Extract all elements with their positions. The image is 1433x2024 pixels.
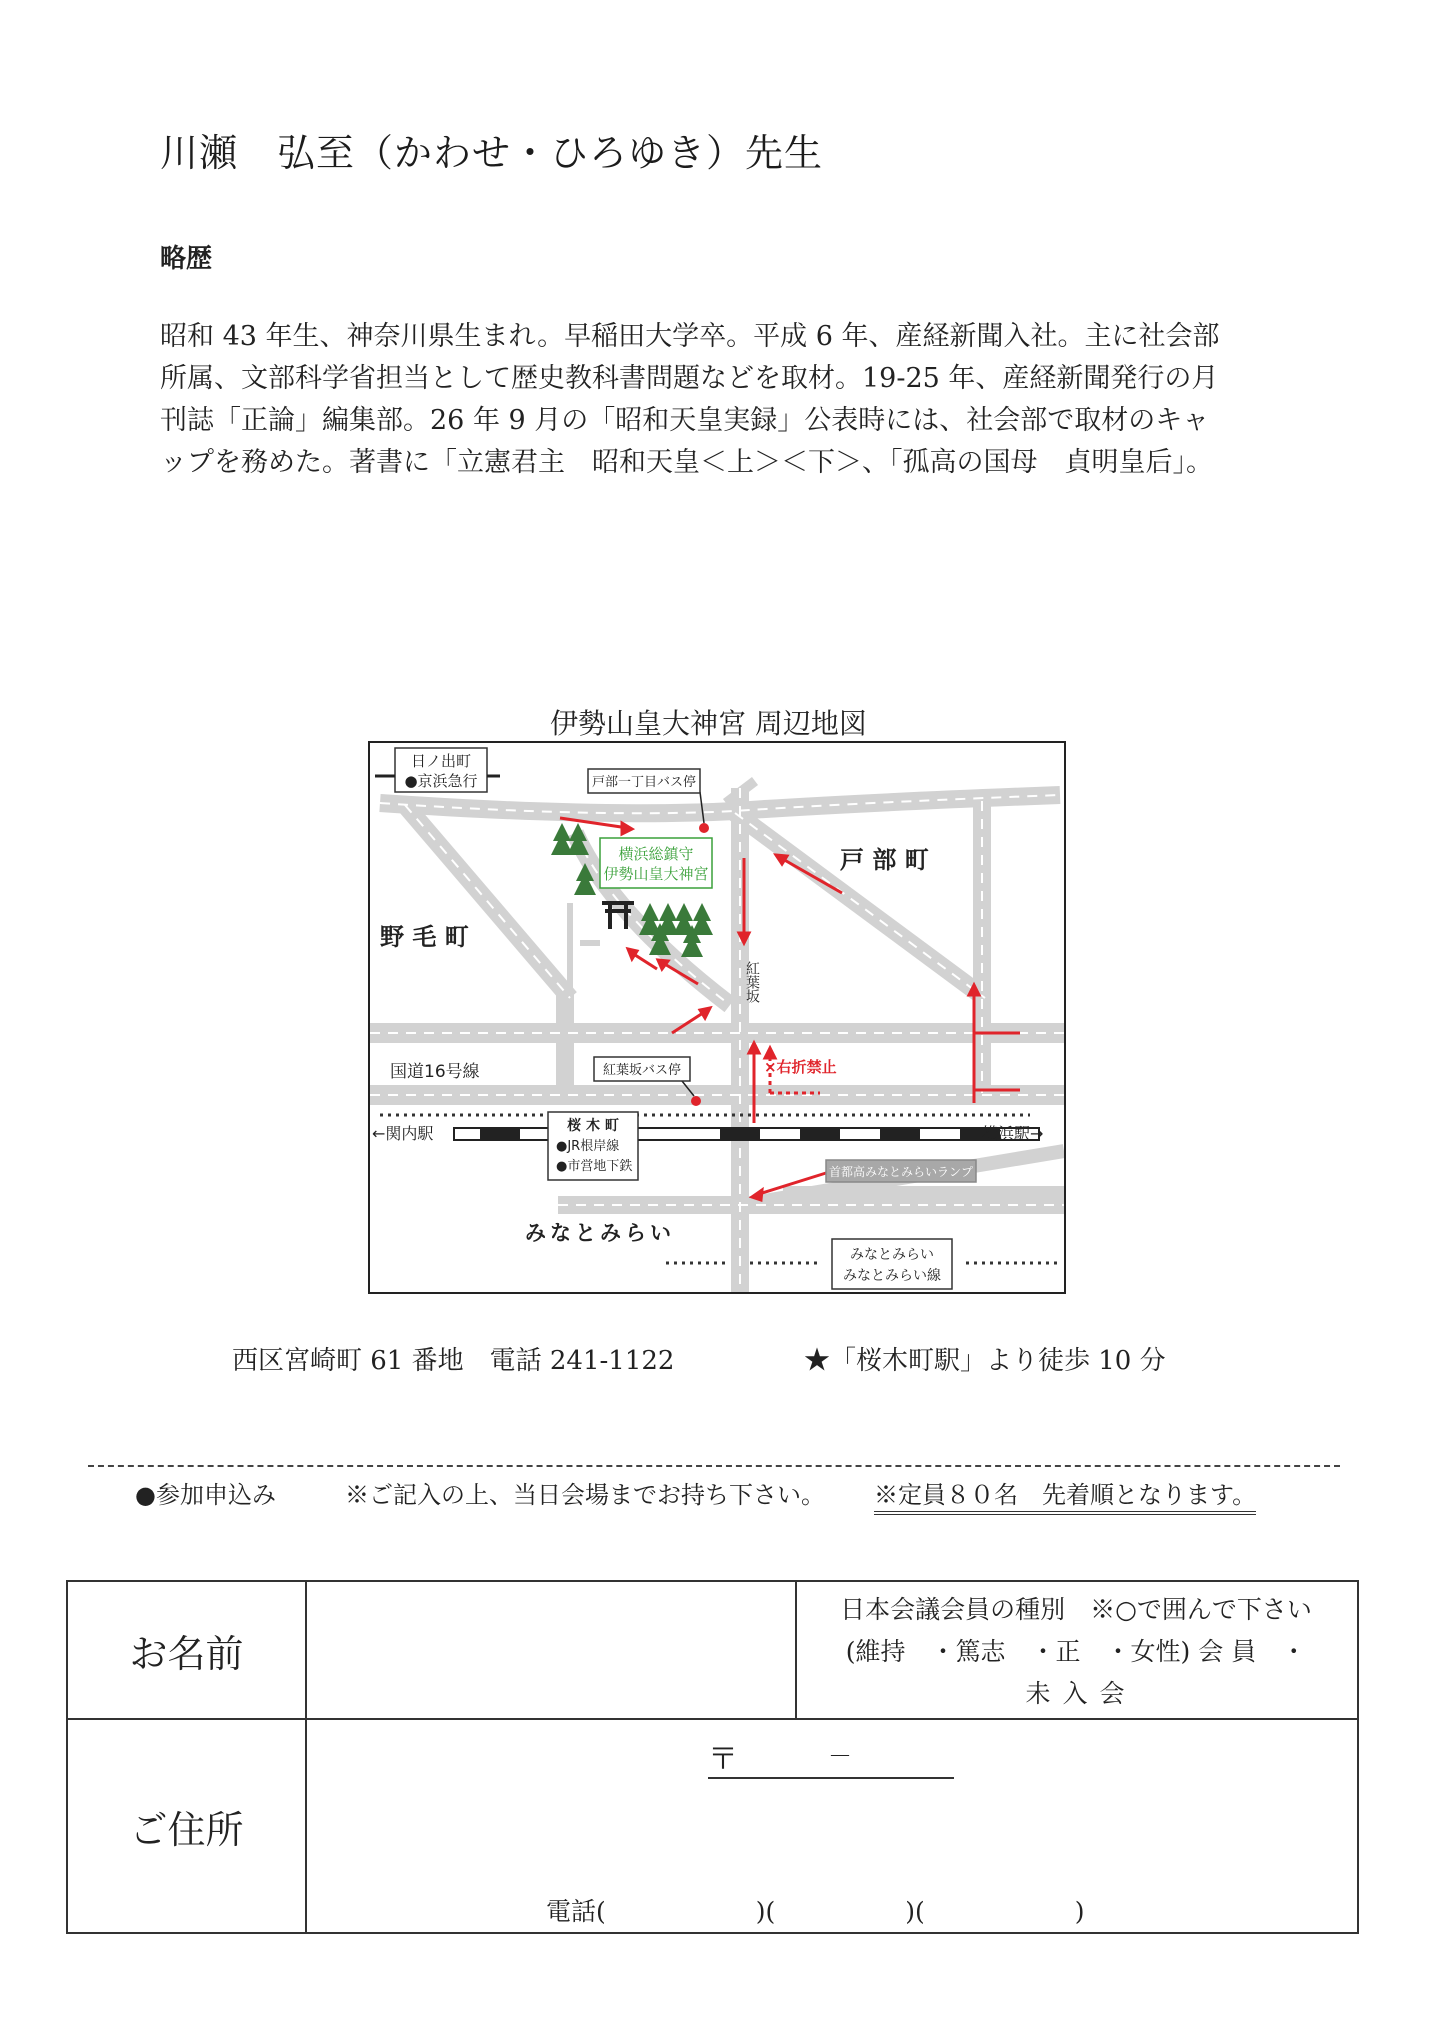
map-label-ramp: 首都高みなとみらいランプ <box>828 1165 974 1179</box>
map-label-sakuragicho: 桜 木 町 <box>567 1118 619 1134</box>
map-graphic <box>370 743 1064 1292</box>
bio-text <box>160 316 1290 484</box>
map-label-momijizaka: 紅葉坂 <box>744 961 760 1003</box>
phone-separator: )( <box>755 1897 776 1926</box>
map-label-tobecho: 戸 部 町 <box>840 846 929 874</box>
venue-address: 西区宮崎町 61 番地 電話 241-1122 <box>232 1346 675 1376</box>
member-type-none[interactable]: 未 入 会 <box>1025 1679 1127 1708</box>
map-label-yokohama: 横浜駅→ <box>982 1124 1044 1143</box>
phone-close: ) <box>1074 1897 1085 1926</box>
map-label-hinodecho: 日ノ出町 <box>410 752 472 770</box>
map-label-subway: ●市営地下鉄 <box>556 1159 633 1174</box>
map-label-jr-line: ●JR根岸線 <box>556 1139 620 1154</box>
map-label-momiji-bus: 紅葉坂バス停 <box>602 1063 682 1078</box>
bio-line: ップを務めた。著書に「立憲君主 昭和天皇＜上＞＜下＞、「孤高の国母 貞明皇后」。 <box>160 447 1213 478</box>
name-label: お名前 <box>129 1631 244 1676</box>
bio-heading: 略歴 <box>160 244 213 274</box>
address-label: ご住所 <box>129 1807 244 1852</box>
phone-field[interactable] <box>546 1892 1085 1928</box>
postal-mark: 〒 <box>708 1742 738 1777</box>
map-label-route16: 国道16号線 <box>390 1062 480 1082</box>
page-title: 川瀬 弘至（かわせ・ひろゆき）先生 <box>160 131 824 175</box>
bus-stop-marker <box>691 1096 701 1106</box>
phone-label: 電話( <box>546 1897 606 1926</box>
form-divider <box>305 1582 307 1932</box>
map-label-tobe-bus: 戸部一丁目バス停 <box>591 775 697 790</box>
application-label: ●参加申込み <box>135 1481 276 1509</box>
map-label-mm-station: みなとみらい <box>850 1247 934 1263</box>
map-title: 伊勢山皇大神宮 周辺地図 <box>550 707 867 740</box>
map-label-mm-line: みなとみらい線 <box>843 1268 941 1284</box>
map-label-keikyu: ●京浜急行 <box>404 772 478 790</box>
map-label-no-right-turn: ×右折禁止 <box>764 1058 837 1076</box>
map-label-minatomirai: みなとみらい <box>525 1221 675 1245</box>
bio-line: 昭和 43 年生、神奈川県生まれ。早稲田大学卒。平成 6 年、産経新聞入社。主に社会部 <box>160 321 1220 352</box>
application-form <box>66 1580 1359 1934</box>
bio-line: 刊誌「正論」編集部。26 年 9 月の「昭和天皇実録」公表時には、社会部で取材のキャ <box>160 405 1210 436</box>
name-field[interactable] <box>308 1582 794 1718</box>
phone-separator: )( <box>905 1897 925 1926</box>
capacity-note: ※定員８０名 先着順となります。 <box>874 1475 1256 1515</box>
map-label-shrine-2: 伊勢山皇大神宮 <box>603 865 709 883</box>
map-roads <box>370 781 1064 1292</box>
postal-underline[interactable] <box>708 1777 954 1779</box>
cut-line <box>88 1465 1340 1467</box>
member-type-options[interactable]: (維持 ・篤志 ・正 ・女性) 会 員 ・ <box>845 1637 1307 1666</box>
map-label-kannai: ←関内駅 <box>372 1124 434 1143</box>
walking-directions: ★「桜木町駅」より徒歩 10 分 <box>804 1346 1166 1376</box>
map-label-shrine-1: 横浜総鎮守 <box>618 845 694 863</box>
member-type-title: 日本会議会員の種別 ※○で囲んで下さい <box>840 1595 1312 1624</box>
bus-stop-marker <box>699 823 709 833</box>
postal-dash: － <box>828 1742 852 1770</box>
map-label-nogecho: 野 毛 町 <box>380 923 469 951</box>
application-note: ※ご記入の上、当日会場までお持ち下さい。 <box>345 1481 825 1509</box>
bio-line: 所属、文部科学省担当として歴史教科書問題などを取材。19-25 年、産経新聞発行の月 <box>160 363 1219 394</box>
area-map <box>368 741 1066 1294</box>
